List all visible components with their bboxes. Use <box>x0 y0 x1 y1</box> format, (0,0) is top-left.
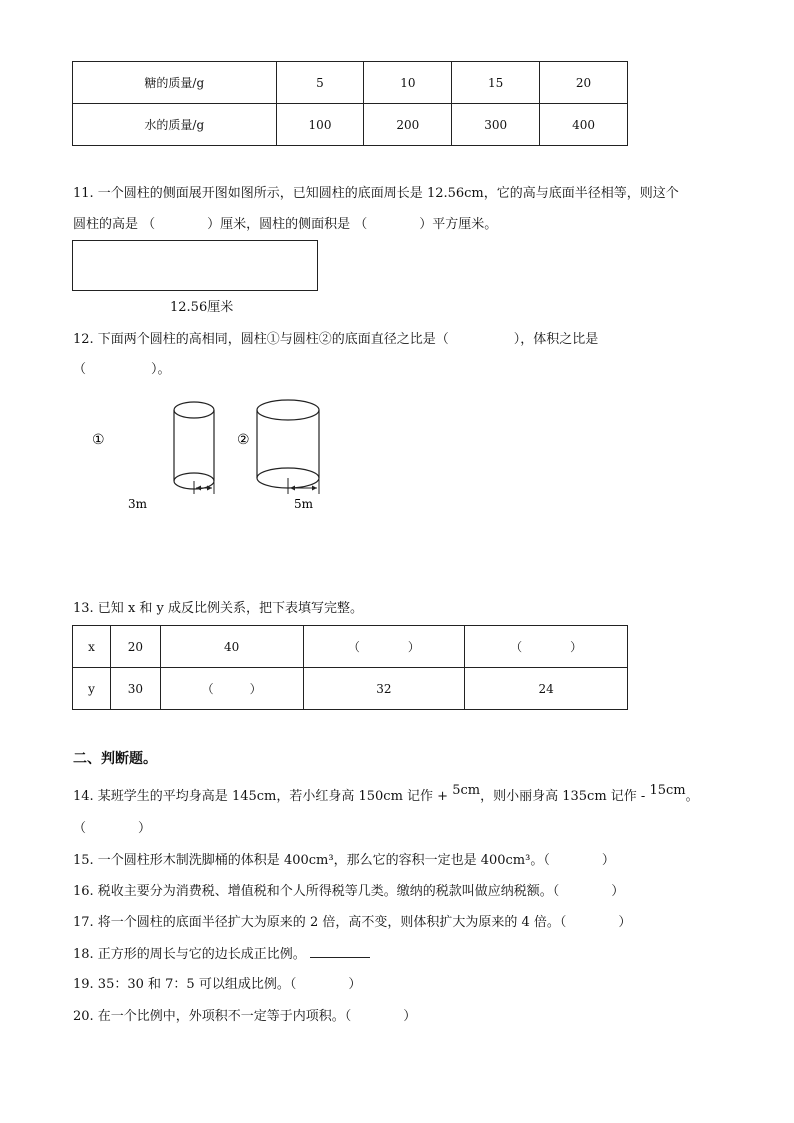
table-cell: 20 <box>110 626 160 668</box>
row-header: 糖的质量/g <box>73 62 277 104</box>
table-cell: 300 <box>452 104 540 146</box>
row-header: x <box>73 626 111 668</box>
question-12-line-1: 12. 下面两个圆柱的高相同，圆柱①与圆柱②的底面直径之比是（ ），体积之比是 <box>73 332 599 347</box>
question-16-text: 16. 税收主要分为消费税、增值税和个人所得税等几类。缴纳的税款叫做应纳税额。（ ） <box>73 884 625 899</box>
question-11-line-2: 圆柱的高是 （ ）厘米，圆柱的侧面积是 （ ）平方厘米。 <box>73 217 498 232</box>
table-row <box>73 62 628 104</box>
table-cell: 10 <box>364 62 452 104</box>
question-19-text: 19. 35：30 和 7：5 可以组成比例。（ ） <box>73 977 362 992</box>
cylinder-2-radius-label: 5m <box>294 497 314 511</box>
question-14-text-part-2: ，则小丽身高 135cm 记作 - <box>480 789 650 804</box>
question-14-value-1: 5cm <box>452 783 481 798</box>
section-heading: 二、判断题。 <box>73 751 157 767</box>
table-cell: 20 <box>540 62 628 104</box>
table-row <box>73 626 628 668</box>
inverse-proportion-table <box>72 625 628 710</box>
table-cell: 40 <box>160 626 303 668</box>
cylinder-2-marker: ② <box>237 432 250 448</box>
table-cell: 100 <box>276 104 364 146</box>
table-cell: 24 <box>465 668 628 710</box>
sugar-water-table <box>72 61 628 146</box>
answer-underline[interactable] <box>310 945 370 958</box>
table-cell: 200 <box>364 104 452 146</box>
question-11-line-1: 11. 一个圆柱的侧面展开图如图所示，已知圆柱的底面周长是 12.56cm，它的高与底面半径相等，则这个 <box>73 186 679 201</box>
question-17-text: 17. 将一个圆柱的底面半径扩大为原来的 2 倍，高不变，则体积扩大为原来的 4 倍。（ ） <box>73 915 632 930</box>
question-18-line <box>73 945 370 964</box>
answer-blank[interactable]: （ ） <box>465 626 628 668</box>
table-cell: 32 <box>303 668 465 710</box>
table-row <box>73 668 628 710</box>
question-14-answer-blank[interactable]: （ ） <box>73 821 152 836</box>
table-row <box>73 104 628 146</box>
answer-blank[interactable]: （ ） <box>303 626 465 668</box>
cylinder-1 <box>174 402 214 494</box>
question-15-text: 15. 一个圆柱形木制洗脚桶的体积是 400cm³，那么它的容积一定也是 400cm³。（ ） <box>73 853 615 868</box>
cylinder-1-marker: ① <box>92 432 105 448</box>
cylinder-1-radius-label: 3m <box>128 497 148 511</box>
question-18-text: 18. 正方形的周长与它的边长成正比例。 <box>73 947 306 962</box>
question-13-text: 13. 已知 x 和 y 成反比例关系，把下表填写完整。 <box>73 601 364 616</box>
cylinder-2 <box>257 400 319 494</box>
table-cell: 400 <box>540 104 628 146</box>
row-header: 水的质量/g <box>73 104 277 146</box>
cylinders-figure <box>70 392 370 514</box>
table-cell: 15 <box>452 62 540 104</box>
question-14-value-2: 15cm <box>649 783 686 798</box>
question-12-line-2: （ ）。 <box>73 362 171 377</box>
question-20-text: 20. 在一个比例中，外项积不一定等于内项积。（ ） <box>73 1009 417 1024</box>
rectangle-length-label: 12.56厘米 <box>170 300 234 315</box>
question-14-line-1 <box>73 783 699 806</box>
unfolded-side-rectangle <box>72 240 318 291</box>
row-header: y <box>73 668 111 710</box>
table-cell: 30 <box>110 668 160 710</box>
question-14-text-part-1: 14. 某班学生的平均身高是 145cm，若小红身高 150cm 记作 + <box>73 789 453 804</box>
question-14-text-part-3: 。 <box>685 789 699 804</box>
table-cell: 5 <box>276 62 364 104</box>
answer-blank[interactable]: （ ） <box>160 668 303 710</box>
